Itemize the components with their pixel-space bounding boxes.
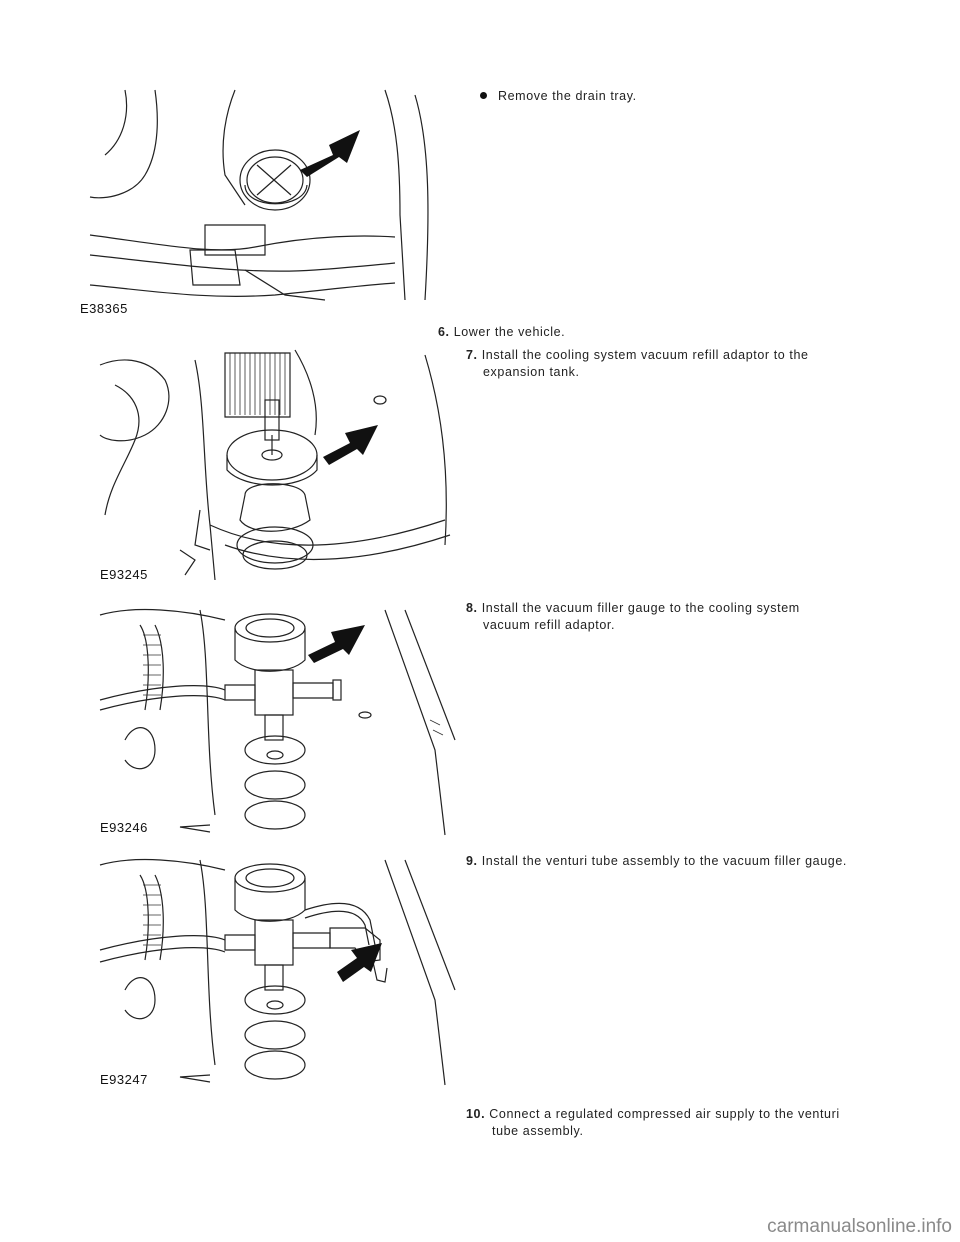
vacuum-filler-gauge-illustration bbox=[95, 600, 460, 840]
step-text-line2: vacuum refill adaptor. bbox=[483, 618, 616, 632]
step-text-line2: tube assembly. bbox=[492, 1124, 584, 1138]
figure-label: E93245 bbox=[100, 567, 148, 582]
step-text-line1: Connect a regulated compressed air supply to the venturi bbox=[489, 1107, 840, 1121]
figure-label: E93247 bbox=[100, 1072, 148, 1087]
step-text-line1: Install the cooling system vacuum refill adaptor to the bbox=[481, 348, 809, 362]
bullet-dot-icon bbox=[480, 92, 487, 99]
step-number: 9. bbox=[466, 854, 478, 868]
vacuum-refill-adaptor-illustration bbox=[95, 345, 455, 585]
step-8 bbox=[466, 600, 800, 634]
figure-expansion-tank-cap bbox=[80, 85, 435, 320]
figure-vacuum-refill-adaptor bbox=[95, 345, 455, 585]
figure-label: E38365 bbox=[80, 301, 128, 316]
step-6 bbox=[438, 324, 565, 341]
bullet-remove-drain-tray bbox=[480, 89, 637, 103]
figure-vacuum-filler-gauge bbox=[95, 600, 460, 840]
step-number: 10. bbox=[466, 1107, 486, 1121]
figure-label: E93246 bbox=[100, 820, 148, 835]
step-number: 8. bbox=[466, 601, 478, 615]
step-text-line2: expansion tank. bbox=[483, 365, 580, 379]
step-number: 6. bbox=[438, 325, 450, 339]
figure-venturi-tube bbox=[95, 850, 460, 1090]
expansion-tank-cap-illustration bbox=[85, 85, 435, 320]
venturi-tube-illustration bbox=[95, 850, 460, 1090]
bullet-text: Remove the drain tray. bbox=[498, 89, 637, 103]
step-7 bbox=[466, 347, 809, 381]
step-text: Lower the vehicle. bbox=[453, 325, 566, 339]
step-number: 7. bbox=[466, 348, 478, 362]
step-9 bbox=[466, 853, 847, 870]
watermark-link[interactable]: carmanualsonline.info bbox=[767, 1216, 952, 1237]
step-text-line1: Install the vacuum filler gauge to the cooling system bbox=[481, 601, 800, 615]
step-text: Install the venturi tube assembly to the vacuum filler gauge. bbox=[481, 854, 847, 868]
step-10 bbox=[466, 1106, 840, 1140]
